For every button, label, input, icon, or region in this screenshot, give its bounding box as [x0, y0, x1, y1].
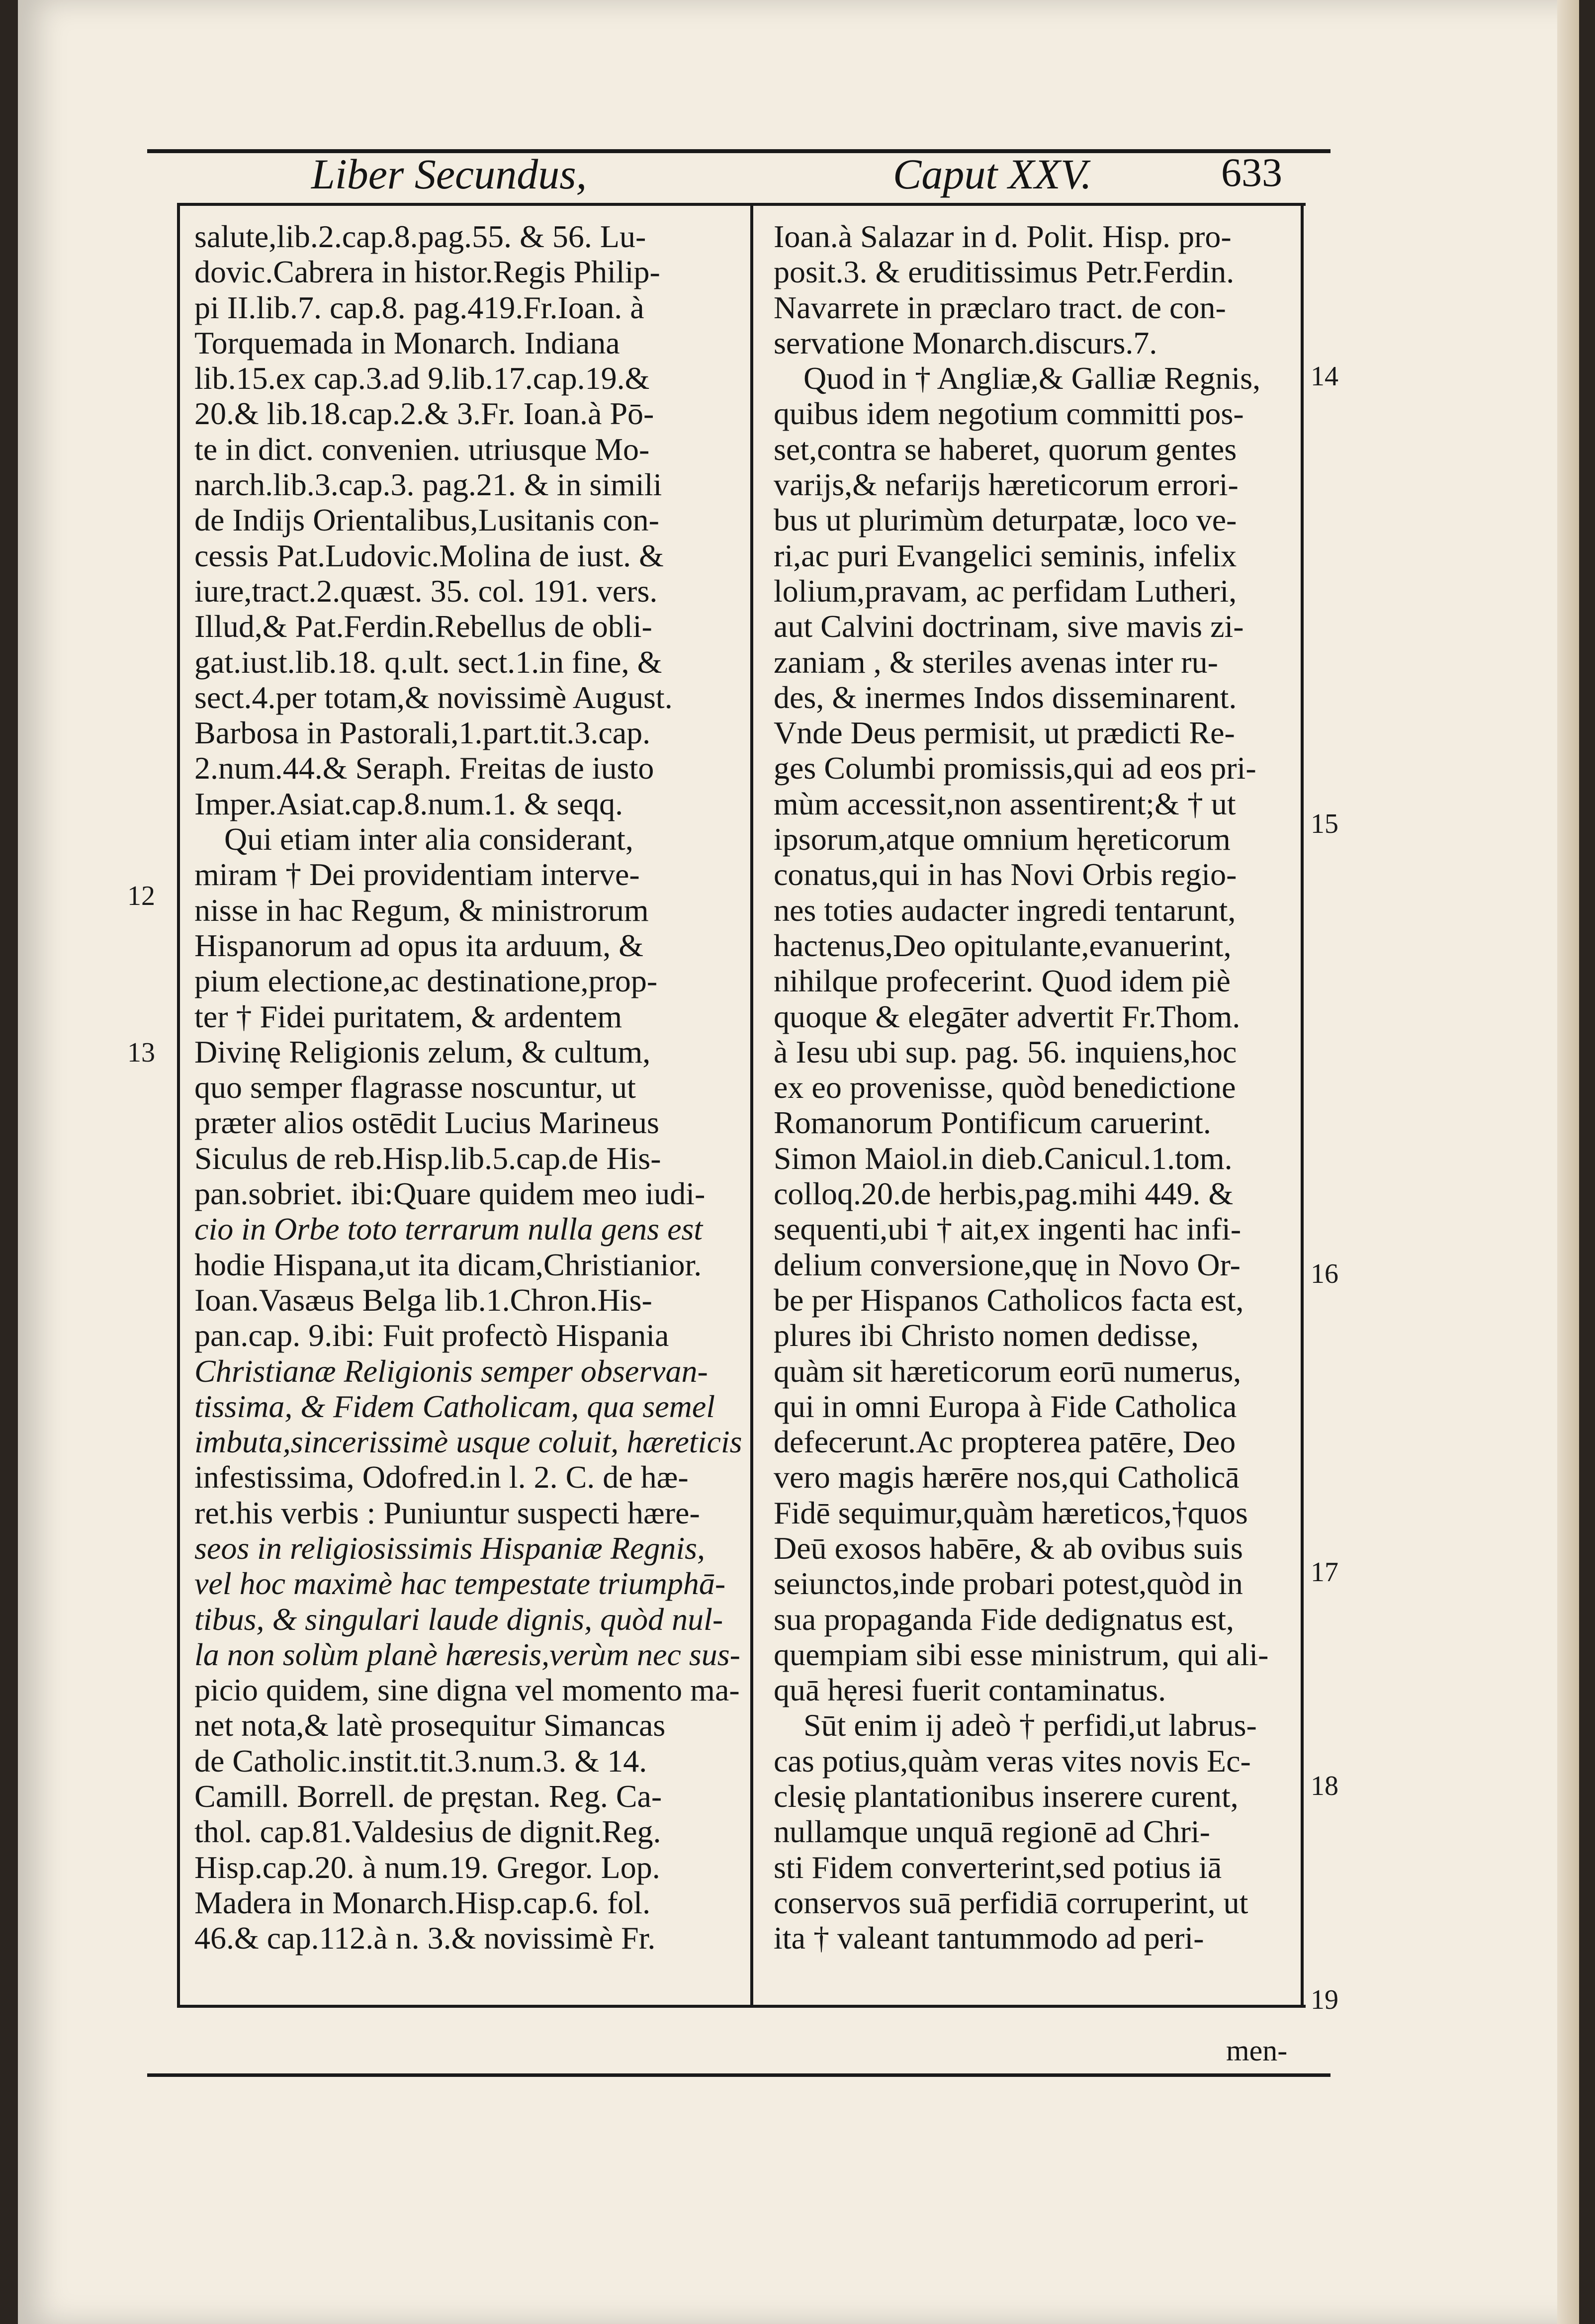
- text-line: miram † Dei providentiam interve-: [194, 857, 640, 893]
- margin-number-19: 19: [1311, 1984, 1338, 2015]
- text-line: zaniam , & steriles avenas inter ru-: [774, 644, 1218, 680]
- text-line: la non solùm planè hæresis,verùm nec sus-: [194, 1636, 740, 1672]
- text-line: imbuta,sincerissimè usque coluit, hæreticis: [194, 1424, 742, 1460]
- text-line: cas potius,quàm veras vites novis Ec-: [774, 1743, 1251, 1779]
- text-line: quàm sit hæreticorum eorū numerus,: [774, 1353, 1241, 1389]
- text-line: tibus, & singulari laude dignis, quòd nul-: [194, 1601, 723, 1637]
- text-line: ita † valeant tantummodo ad peri-: [774, 1920, 1204, 1956]
- text-line: tissima, & Fidem Catholicam, qua semel: [194, 1388, 715, 1424]
- text-line: des, & inermes Indos disseminarent.: [774, 679, 1237, 715]
- text-line: posit.3. & eruditissimus Petr.Ferdin.: [774, 254, 1235, 290]
- text-line: nes toties audacter ingredi tentarunt,: [774, 892, 1236, 928]
- text-line: infestissima, Odofred.in l. 2. C. de hæ-: [194, 1459, 689, 1495]
- text-line: quo semper flagrasse noscuntur, ut: [194, 1070, 636, 1105]
- text-line: sect.4.per totam,& novissimè August.: [194, 679, 673, 715]
- text-line: picio quidem, sine digna vel momento ma-: [194, 1672, 740, 1708]
- text-line: pan.cap. 9.ibi: Fuit profectò Hispania: [194, 1318, 669, 1353]
- text-line: te in dict. convenien. utriusque Mo-: [194, 431, 650, 467]
- text-line: Simon Maiol.in dieb.Canicul.1.tom.: [774, 1140, 1233, 1176]
- text-line: vel hoc maximè hac tempestate triumphā-: [194, 1566, 726, 1602]
- text-line: thol. cap.81.Valdesius de dignit.Reg.: [194, 1814, 661, 1850]
- text-line: Ioan.à Salazar in d. Polit. Hisp. pro-: [774, 219, 1232, 254]
- text-line: quempiam sibi esse ministrum, qui ali-: [774, 1636, 1269, 1672]
- running-header: [147, 149, 1296, 209]
- frame-left-rule: [177, 203, 180, 2008]
- book-page: [18, 0, 1579, 2324]
- text-line: lib.15.ex cap.3.ad 9.lib.17.cap.19.&: [194, 360, 650, 396]
- margin-number-13: 13: [127, 1037, 155, 1068]
- text-line: sti Fidem converterint,sed potius iā: [774, 1849, 1222, 1885]
- text-line: Deū exosos habēre, & ab ovibus suis: [774, 1530, 1243, 1566]
- text-line: sequenti,ubi † ait,ex ingenti hac infi-: [774, 1211, 1241, 1247]
- margin-number-18: 18: [1311, 1771, 1338, 1801]
- text-line: gat.iust.lib.18. q.ult. sect.1.in fine, &: [194, 644, 662, 680]
- text-line: hactenus,Deo opitulante,evanuerint,: [774, 927, 1232, 963]
- text-line: Qui etiam inter alia considerant,: [224, 821, 633, 857]
- text-line: Ioan.Vasæus Belga lib.1.Chron.His-: [194, 1282, 652, 1318]
- text-line: 2.num.44.& Seraph. Freitas de iusto: [194, 750, 654, 786]
- text-line: conatus,qui in has Novi Orbis regio-: [774, 857, 1237, 893]
- page-number: 633: [1221, 150, 1282, 195]
- header-chapter: Caput XXV.: [893, 150, 1092, 198]
- text-line: de Catholic.instit.tit.3.num.3. & 14.: [194, 1743, 647, 1779]
- text-line: Christianæ Religionis semper observan-: [194, 1353, 708, 1389]
- text-line: plures ibi Christo nomen dedisse,: [774, 1318, 1199, 1353]
- text-line: dovic.Cabrera in histor.Regis Philip-: [194, 254, 660, 290]
- text-line: aut Calvini doctrinam, sive mavis zi-: [774, 609, 1244, 644]
- page-edge: [1557, 0, 1579, 2324]
- text-line: quoque & elegāter advertit Fr.Thom.: [774, 998, 1241, 1034]
- text-line: narch.lib.3.cap.3. pag.21. & in simili: [194, 467, 662, 503]
- text-line: Romanorum Pontificum caruerint.: [774, 1105, 1211, 1141]
- frame-top-rule: [177, 203, 1306, 206]
- text-line: à Iesu ubi sup. pag. 56. inquiens,hoc: [774, 1034, 1237, 1070]
- text-line: ter † Fidei puritatem, & ardentem: [194, 998, 622, 1034]
- text-line: defecerunt.Ac propterea patēre, Deo: [774, 1424, 1236, 1460]
- text-line: net nota,& latè prosequitur Simancas: [194, 1707, 666, 1743]
- right-text-column: [774, 219, 1311, 1956]
- margin-number-17: 17: [1311, 1557, 1338, 1588]
- text-line: ipsorum,atque omnium hęreticorum: [774, 821, 1231, 857]
- text-line: nisse in hac Regum, & ministrorum: [194, 892, 649, 928]
- text-line: Torquemada in Monarch. Indiana: [194, 325, 620, 360]
- text-line: qui in omni Europa à Fide Catholica: [774, 1388, 1237, 1424]
- text-line: sua propaganda Fide dedignatus est,: [774, 1601, 1234, 1637]
- text-line: lolium,pravam, ac perfidam Lutheri,: [774, 573, 1237, 609]
- text-line: pium electione,ac destinatione,prop-: [194, 963, 658, 999]
- text-line: Hisp.cap.20. à num.19. Gregor. Lop.: [194, 1849, 660, 1885]
- text-line: ex eo provenisse, quòd benedictione: [774, 1070, 1236, 1105]
- text-line: quibus idem negotium committi pos-: [774, 396, 1244, 432]
- text-line: be per Hispanos Catholicos facta est,: [774, 1282, 1244, 1318]
- text-line: Navarrete in præclaro tract. de con-: [774, 289, 1226, 325]
- margin-number-15: 15: [1311, 808, 1338, 839]
- text-line: Siculus de reb.Hisp.lib.5.cap.de His-: [194, 1140, 661, 1176]
- text-line: præter alios ostēdit Lucius Marineus: [194, 1105, 659, 1141]
- footer-rule: [147, 2073, 1330, 2077]
- text-line: ret.his verbis : Puniuntur suspecti hære-: [194, 1495, 700, 1530]
- text-line: Divinę Religionis zelum, & cultum,: [194, 1034, 651, 1070]
- text-line: varijs,& nefarijs hæreticorum errori-: [774, 467, 1239, 503]
- header-book-title: Liber Secundus,: [311, 150, 587, 198]
- text-line: Camill. Borrell. de pręstan. Reg. Ca-: [194, 1779, 662, 1814]
- frame-bottom-rule: [177, 2005, 1306, 2008]
- text-line: servatione Monarch.discurs.7.: [774, 325, 1157, 360]
- margin-number-14: 14: [1311, 361, 1338, 392]
- text-line: 46.& cap.112.à n. 3.& novissimè Fr.: [194, 1920, 656, 1956]
- margin-number-12: 12: [127, 881, 155, 911]
- text-line: vero magis hærēre nos,qui Catholicā: [774, 1459, 1240, 1495]
- left-text-column: [194, 219, 742, 1956]
- text-line: salute,lib.2.cap.8.pag.55. & 56. Lu-: [194, 219, 646, 254]
- text-line: delium conversione,quę in Novo Or-: [774, 1247, 1241, 1282]
- text-line: pan.sobriet. ibi:Quare quidem meo iudi-: [194, 1176, 706, 1212]
- text-line: clesię plantationibus inserere curent,: [774, 1779, 1239, 1814]
- text-line: cio in Orbe toto terrarum nulla gens est: [194, 1211, 703, 1247]
- text-line: Hispanorum ad opus ita arduum, &: [194, 927, 643, 963]
- text-line: quā hęresi fuerit contaminatus.: [774, 1672, 1166, 1708]
- text-line: Fidē sequimur,quàm hæreticos,†quos: [774, 1495, 1248, 1530]
- text-line: mùm accessit,non assentirent;& † ut: [774, 786, 1236, 821]
- text-line: 20.& lib.18.cap.2.& 3.Fr. Ioan.à Pō-: [194, 396, 654, 432]
- text-line: Barbosa in Pastorali,1.part.tit.3.cap.: [194, 715, 651, 751]
- text-line: Quod in † Angliæ,& Galliæ Regnis,: [803, 360, 1261, 396]
- text-line: bus ut plurimùm deturpatæ, loco ve-: [774, 502, 1237, 538]
- text-line: pi II.lib.7. cap.8. pag.419.Fr.Ioan. à: [194, 289, 644, 325]
- text-line: Madera in Monarch.Hisp.cap.6. fol.: [194, 1884, 651, 1920]
- text-line: seos in religiosissimis Hispaniæ Regnis,: [194, 1530, 706, 1566]
- text-line: conservos suā perfidiā corruperint, ut: [774, 1884, 1248, 1920]
- text-line: Vnde Deus permisit, ut prædicti Re-: [774, 715, 1235, 751]
- text-line: Sūt enim ij adeò † perfidi,ut labrus-: [803, 1707, 1257, 1743]
- margin-number-16: 16: [1311, 1258, 1338, 1289]
- text-line: cessis Pat.Ludovic.Molina de iust. &: [194, 537, 664, 573]
- text-line: seiunctos,inde probari potest,quòd in: [774, 1566, 1243, 1602]
- catchword: men-: [1226, 2034, 1288, 2067]
- text-line: iure,tract.2.quæst. 35. col. 191. vers.: [194, 573, 658, 609]
- column-divider-rule: [750, 203, 753, 2008]
- text-line: colloq.20.de herbis,pag.mihi 449. &: [774, 1176, 1234, 1212]
- text-line: hodie Hispana,ut ita dicam,Christianior.: [194, 1247, 702, 1282]
- text-line: set,contra se haberet, quorum gentes: [774, 431, 1237, 467]
- text-line: de Indijs Orientalibus,Lusitanis con-: [194, 502, 659, 538]
- text-line: Illud,& Pat.Ferdin.Rebellus de obli-: [194, 609, 652, 644]
- text-line: nihilque profecerint. Quod idem piè: [774, 963, 1231, 999]
- text-line: Imper.Asiat.cap.8.num.1. & seqq.: [194, 786, 623, 821]
- text-line: ges Columbi promissis,qui ad eos pri-: [774, 750, 1256, 786]
- text-line: ri,ac puri Evangelici seminis, infelix: [774, 537, 1237, 573]
- text-line: nullamque unquā regionē ad Chri-: [774, 1814, 1210, 1850]
